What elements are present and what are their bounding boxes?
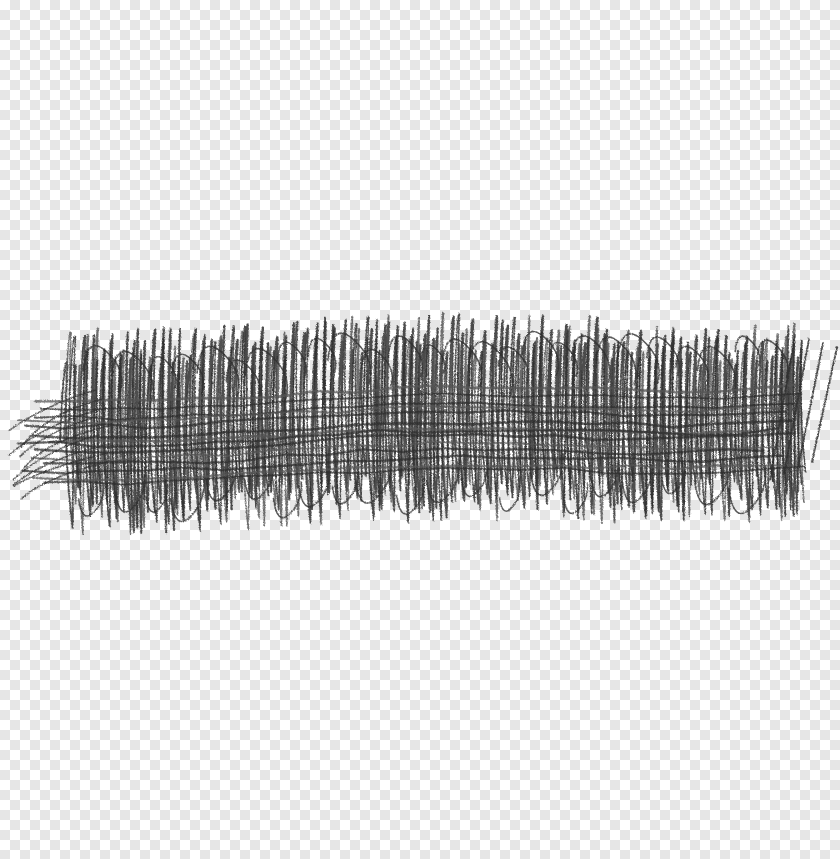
pencil-stroke [812, 347, 837, 462]
